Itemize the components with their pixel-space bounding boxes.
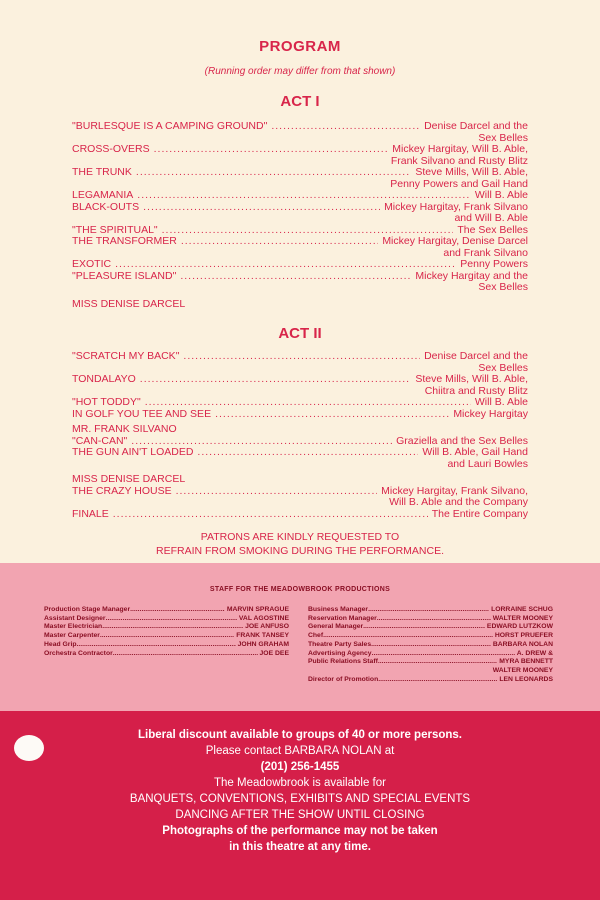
program-item-title: BLACK-OUTS [72,200,140,213]
staff-role: Head Grip [44,640,77,648]
leader-dots [113,650,258,659]
program-item-performers-continued: Will B. Able and the Company [389,496,528,508]
leader-dots [363,623,485,632]
staff-name: JOHN GRAHAM [237,640,289,648]
program-item-performers-continued: Chiitra and Rusty Blitz [424,384,528,397]
leader-dots [323,632,493,641]
staff-left-column [44,606,289,658]
program-item-performers: Penny Powers [460,258,528,270]
no-smoking-notice [0,530,600,558]
info-section [0,711,600,900]
staff-name: FRANK TANSEY [236,632,289,640]
staff-section [0,563,600,711]
program-item [72,351,528,363]
staff-row [308,658,553,667]
program-item-performers: Steve Mills, Will B. Able, [415,373,528,385]
phone-number: (201) 256-1455 [260,761,340,773]
program-item-performers-continued: Penny Powers and Gail Hand [390,177,528,190]
program-item-title: THE CRAZY HOUSE [72,484,172,497]
staff-title: STAFF FOR THE MEADOWBROOK PRODUCTIONS [209,586,391,593]
staff-name: VAL AGOSTINE [238,614,289,622]
program-solo-line: MISS DENISE DARCEL [72,297,186,310]
program-item-performers-continued: and Lauri Bowles [447,457,528,470]
leader-dots [136,167,411,179]
program-item-title: IN GOLF YOU TEE AND SEE [72,407,212,420]
staff-name: LEN LEONARDS [499,675,553,683]
program-item-performers: Mickey Hargitay, Denise Darcel [382,235,528,247]
staff-row [44,641,289,650]
program-item-performers-continued: Sex Belles [478,281,528,293]
program-item-title: EXOTIC [72,258,112,270]
notice-line-1: PATRONS ARE KINDLY REQUESTED TO [200,531,400,543]
staff-role: Master Electrician [44,623,103,631]
leader-dots [372,650,515,659]
program-item-performers: Graziella and the Sex Belles [396,434,528,447]
staff-row [308,650,553,659]
staff-role: Advertising Agency [308,649,372,657]
program-item-performers: The Sex Belles [457,223,528,236]
staff-row [308,641,553,650]
staff-row [44,632,289,641]
program-item [72,190,528,202]
staff-role: Chef [308,632,324,640]
program-item-performers-continued: and Will B. Able [454,212,528,224]
leader-dots [377,615,491,624]
program-item [72,271,528,283]
program-item-performers: Denise Darcel and the [424,120,528,132]
program-item-title: "SCRATCH MY BACK" [72,350,180,362]
contact-line: Please contact BARBARA NOLAN at [205,745,395,757]
program-item-title: "HOT TODDY" [72,396,141,408]
leader-dots [115,259,456,271]
staff-role: Reservation Manager [308,614,377,622]
program-item [72,397,528,409]
program-item-performers-continued: Frank Silvano and Rusty Blitz [390,154,528,167]
discount-line: Liberal discount available to groups of 40 or more persons. [138,729,462,741]
program-item [72,409,528,421]
staff-name: EDWARD LUTZKOW [486,623,553,631]
staff-name: MARVIN SPRAGUE [226,606,289,613]
act-2-title: ACT II [278,325,322,342]
program-item-performers: Steve Mills, Will B. Able, [415,166,528,178]
program-item-performers-continued: and Frank Silvano [443,246,528,259]
leader-dots [181,236,379,248]
staff-role: Theatre Party Sales [308,640,372,648]
leader-dots [197,447,418,459]
staff-name: A. DREW & [516,649,553,657]
staff-role: Business Manager [308,606,369,613]
program-item [72,374,528,386]
events-line: BANQUETS, CONVENTIONS, EXHIBITS AND SPECIAL EVENTS [129,793,471,805]
staff-role: Master Carpenter [44,632,100,640]
program-item-title: FINALE [72,507,109,520]
program-item-title: THE GUN AIN'T LOADED [72,446,194,458]
leader-dots [100,632,234,641]
program-item-performers: Will B. Able, Gail Hand [422,446,528,458]
leader-dots [271,121,420,133]
program-solo-line: MISS DENISE DARCEL [72,473,186,485]
leader-dots [378,676,497,685]
leader-dots [371,641,491,650]
program-item-performers: Will B. Able [474,189,528,201]
act-1-list [72,121,528,310]
staff-name: JOE ANFUSO [245,623,289,631]
act-2-list [72,351,528,520]
staff-name: HORST PRUEFER [494,632,553,640]
program-item-performers-continued: Sex Belles [478,361,528,374]
leader-dots [130,606,225,615]
staff-role: Director of Promotion [308,675,379,683]
leader-dots [140,374,412,386]
leader-dots [183,351,420,363]
program-item-performers: Mickey Hargitay, Frank Silvano [384,200,528,213]
program-item [72,144,528,156]
program-item-performers-continued: Sex Belles [478,131,528,144]
staff-row [308,623,553,632]
leader-dots [113,509,428,521]
staff-role: General Manager [308,623,364,631]
availability-line: The Meadowbrook is available for [214,777,386,789]
leader-dots [176,486,378,498]
staff-row [308,615,553,624]
act-1-title: ACT I [280,93,320,110]
program-item-title: LEGAMANIA [72,189,134,201]
staff-row [308,676,553,685]
program-item [72,509,528,521]
photo-notice-line-2: in this theatre at any time. [229,841,371,853]
leader-dots [154,144,389,156]
staff-name: LORRAINE SCHUG [491,606,553,613]
notice-line-2: REFRAIN FROM SMOKING DURING THE PERFORMANCE. [156,545,444,557]
program-item [72,121,528,133]
punch-hole [14,735,44,761]
program-item-performers: Mickey Hargitay and the [415,269,528,282]
photo-notice-line-1: Photographs of the performance may not be taken [162,825,438,837]
program-item-title: THE TRANSFORMER [72,235,177,247]
leader-dots [378,658,497,667]
program-item-performers: Will B. Able [474,396,528,408]
staff-role: Assistant Designer [44,614,106,622]
staff-row [44,650,289,659]
staff-right-column [308,606,553,684]
program-item-performers: Mickey Hargitay [453,407,528,420]
staff-role: Production Stage Manager [44,606,131,613]
program-solo-line: MR. FRANK SILVANO [72,423,177,435]
program-item-title: THE TRUNK [72,166,132,178]
program-item [72,447,528,459]
program-item-title: "PLEASURE ISLAND" [72,269,177,282]
program-item-performers: Mickey Hargitay, Will B. Able, [392,143,528,155]
program-item [72,236,528,248]
leader-dots [180,271,411,283]
staff-name-continued: WALTER MOONEY [492,666,553,674]
program-item-title: "THE SPIRITUAL" [72,223,158,236]
program-item-performers: The Entire Company [431,507,528,520]
leader-dots [106,615,237,624]
leader-dots [143,202,380,214]
staff-name: WALTER MOONEY [492,614,553,622]
program-item-title: "CAN-CAN" [72,434,128,447]
dancing-line: DANCING AFTER THE SHOW UNTIL CLOSING [175,809,425,821]
program-item-performers: Mickey Hargitay, Frank Silvano, [381,484,528,497]
leader-dots [102,623,243,632]
staff-row [44,606,289,615]
staff-name: MYRA BENNETT [499,658,553,666]
program-subtitle: (Running order may differ from that shown) [204,66,396,77]
staff-row [44,623,289,632]
staff-row [44,615,289,624]
leader-dots [137,190,471,202]
program-item-title: "BURLESQUE IS A CAMPING GROUND" [72,120,268,132]
program-item-title: TONDALAYO [72,373,136,385]
leader-dots [368,606,489,615]
program-item-title: CROSS-OVERS [72,143,150,155]
leader-dots [76,641,235,650]
staff-role: Public Relations Staff [308,658,378,666]
program-item [72,259,528,271]
leader-dots [215,409,449,421]
program-title: PROGRAM [259,38,341,55]
staff-row [308,606,553,615]
program-item-performers: Denise Darcel and the [424,350,528,362]
staff-name: JOE DEE [259,649,289,657]
leader-dots [145,397,471,409]
staff-row [308,632,553,641]
program-item [72,167,528,179]
staff-name: BARBARA NOLAN [492,640,553,648]
staff-role: Orchestra Contractor [44,649,113,657]
